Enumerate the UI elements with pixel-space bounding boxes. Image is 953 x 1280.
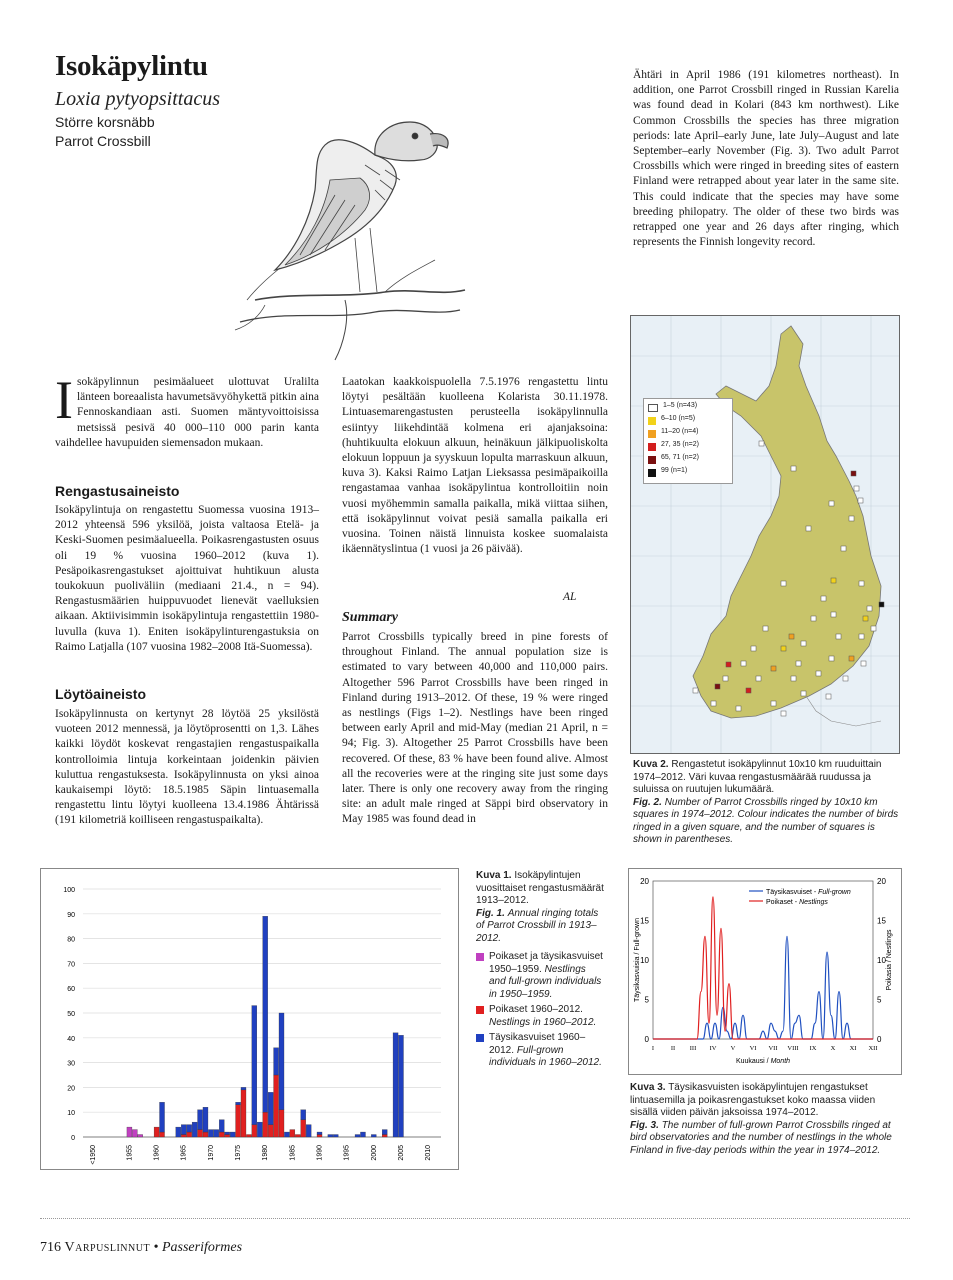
fig1-xtick-label: 2005: [397, 1145, 405, 1161]
fig1-bar: [132, 1130, 137, 1137]
fig1-bar: [393, 1033, 398, 1137]
fig3-ytick-left: 0: [644, 1035, 649, 1044]
fig1-bar: [263, 1112, 268, 1137]
fig3-caption: [630, 1082, 900, 1157]
map-legend-label: 65, 71 (n=2): [661, 454, 699, 461]
fig1-ytick-label: 40: [67, 1035, 75, 1043]
fig1-bar-chart: [41, 869, 458, 1169]
english-name: Parrot Crossbill: [55, 133, 151, 149]
fig3-xtick-label: II: [670, 1045, 676, 1052]
fig1-bar: [268, 1125, 273, 1137]
fig1-bar: [328, 1135, 333, 1137]
species-title: Isokäpylintu: [55, 50, 208, 82]
fig1-xtick-label: 1970: [207, 1145, 215, 1161]
fig1-bar: [257, 1122, 262, 1137]
fig1-caption-fi-label: Kuva 1.: [476, 870, 512, 881]
fig1-xtick-label: <1950: [90, 1145, 97, 1165]
fig1-bar: [219, 1120, 224, 1132]
fig1-legend-fi: Poikaset ja täysikasvuiset 1950–1959.: [489, 951, 603, 975]
fig3-caption-en-label: Fig. 3.: [630, 1119, 659, 1131]
fig1-xtick-label: 2000: [370, 1145, 378, 1161]
fig1-bar: [236, 1102, 241, 1104]
fig1-bar: [138, 1135, 143, 1137]
map-caption-en-label: Fig. 2.: [633, 796, 662, 808]
fig1-bar: [225, 1135, 230, 1137]
map-caption-fi: Rengastetut isokäpylinnut 10x10 km ruuduittain 1974–2012. Väri kuvaa rengastusmäärää ruudussa ja suluissa on ruutujen lukumäärä.: [633, 759, 882, 795]
fig3-ytick-left: 20: [640, 877, 649, 886]
fig1-ytick-label: 90: [67, 911, 75, 919]
fig1-bar: [371, 1135, 376, 1137]
fig1-bar: [187, 1132, 192, 1137]
fig1-ytick-label: 10: [67, 1110, 75, 1118]
footer-rule: [40, 1218, 910, 1219]
fig1-bar: [236, 1105, 241, 1137]
fig3-xtick-label: VII: [768, 1045, 778, 1052]
fig1-xtick-label: 1990: [316, 1145, 324, 1161]
fig3-ytick-left: 15: [640, 916, 649, 926]
fig1-ytick-label: 70: [67, 961, 75, 969]
fig1-bar: [203, 1132, 208, 1137]
fig1-legend-en: Nestlings in 1960–2012.: [489, 1016, 597, 1028]
fig1-bar: [230, 1132, 235, 1137]
fig1-xtick-label: 1980: [262, 1145, 270, 1161]
fig1-bar: [241, 1087, 246, 1089]
map-legend-item: [648, 441, 728, 451]
map-legend-item: [648, 415, 728, 425]
author-signature: AL: [563, 591, 577, 603]
fig1-bar: [154, 1127, 159, 1137]
fig3-legend-label: Poikaset - Nestlings: [766, 899, 828, 906]
fig3-series-line: [653, 936, 873, 1039]
fig1-xtick-label: 1960: [153, 1145, 161, 1161]
fig1-xtick-label: 1965: [180, 1145, 188, 1161]
fig1-bar: [268, 1092, 273, 1124]
fig1-bar: [333, 1135, 338, 1137]
fig1-bar: [198, 1110, 203, 1130]
fig1-bar: [317, 1132, 322, 1134]
fig1-xtick-label: 2010: [425, 1145, 433, 1161]
fig1-xtick-label: 1975: [235, 1145, 243, 1161]
fig1-ytick-label: 0: [71, 1135, 75, 1142]
fig1-bar: [284, 1132, 289, 1137]
latin-name: Loxia pytyopsittacus: [55, 88, 220, 110]
map-legend-item: [648, 467, 728, 477]
fig3-ylabel-right: Poikasia / Nestlings: [886, 929, 893, 991]
map-legend-label: 6–10 (n=5): [661, 415, 696, 422]
fig3-ytick-left: 5: [644, 995, 649, 1005]
summary-continued: Ähtäri in April 1986 (191 kilometres northeast). In addition, one Parrot Crossbill ringed in Russian Karelia was found dead in Kolari (843 km northwest). Like Common Crossbills the species has three migration periods: late April–early June, late July–August and late September–early November (Fig. 3). Two adult Parrot Crossbills which were ringed in breeding sites of eastern Finland were retrapped about year later in the same site. This could indicate that the species may have some breeding philopatry. The older of these two birds was retrapped one year and 26 days after ringing, which represents the Finnish longevity record.: [633, 69, 899, 249]
fig1-ytick-label: 50: [67, 1011, 75, 1018]
fig1-bar: [160, 1132, 165, 1137]
fig1-bar: [290, 1130, 295, 1137]
map-legend-label: 27, 35 (n=2): [661, 441, 699, 448]
fig1-bar: [181, 1135, 186, 1137]
fig1-bar: [355, 1135, 360, 1137]
fig1-legend-fi: Täysikasvuiset 1960–2012.: [489, 1032, 586, 1056]
fig1-ytick-label: 100: [63, 887, 75, 894]
fig1-bar: [187, 1125, 192, 1132]
fig1-bar: [225, 1132, 230, 1134]
map-legend-item: [648, 454, 728, 464]
fig1-caption-en-label: Fig. 1.: [476, 907, 505, 919]
legend-swatch-icon: [648, 417, 656, 425]
fig1-bar: [274, 1075, 279, 1137]
fig1-caption: [476, 870, 604, 1073]
fig1-legend-item: [476, 951, 604, 1001]
legend-swatch-icon: [476, 953, 484, 961]
fig3-ytick-right: 20: [877, 877, 886, 886]
map-caption-en: Number of Parrot Crossbills ringed by 10x10 km squares in 1974–2012. Colour indicates the number of birds ringed in a given square, and the number of squares is shown in parentheses.: [633, 796, 899, 845]
finland-map: [631, 316, 899, 753]
fig1-bar: [274, 1048, 279, 1075]
fig3-ytick-right: 10: [877, 956, 886, 965]
fig1-bar: [382, 1135, 387, 1137]
fig3-caption-fi: Täysikasvuisten isokäpylintujen rengastukset lintuasemilla ja poikasrengastukset koko maassa viiden sisällä viiden päivän jaksoissa 1974–2012.: [630, 1082, 876, 1118]
fig3-caption-en: The number of full-grown Parrot Crossbills ringed at bird observatories and the number of nestlings in the whole Finland in five-day periods within the year in 1974–2012.: [630, 1119, 892, 1156]
fig3-line-chart: [629, 869, 901, 1074]
fig1-bar: [301, 1110, 306, 1120]
fig1-bar: [317, 1135, 322, 1137]
fig3-xlabel: Kuukausi / Month: [735, 1058, 791, 1065]
fig1-bar: [301, 1120, 306, 1137]
swedish-name: Större korsnäbb: [55, 114, 155, 130]
fig1-bar: [219, 1132, 224, 1137]
fig3-xtick-label: XI: [849, 1045, 857, 1052]
section-title-ringing: Rengastusaineisto: [55, 483, 180, 499]
fig1-caption-en: Annual ringing totals of Parrot Crossbill in 1913–2012.: [476, 907, 599, 944]
map-caption: [633, 759, 901, 847]
fig1-legend-item: [476, 1032, 604, 1070]
fig1-bar: [360, 1132, 365, 1137]
fig1-bar: [398, 1035, 403, 1137]
fig3-xtick-label: I: [651, 1045, 655, 1052]
fig1-ytick-label: 60: [67, 986, 75, 994]
intro-text: sokäpylinnun pesimäalueet ulottuvat Uralilta länteen boreaalista havumetsävyöhykettä pitkin aina Fennoskandiaan asti. Suomen mäntyvoittoisissa metsissä pesivä 40 000–110 000 parin kanta vaihdellee havupuiden siemensadon mukaan.: [55, 376, 319, 449]
fig3-legend-label: Täysikasvuiset - Full-grown: [766, 889, 851, 896]
summary-title: Summary: [342, 610, 399, 625]
fig1-bar: [263, 916, 268, 1112]
map-legend-label: 11–20 (n=4): [661, 428, 699, 435]
fig3-ytick-right: 5: [877, 995, 882, 1005]
fig1-legend-en: Full-grown individuals in 1960–2012.: [489, 1044, 602, 1068]
fig3-ylabel-left: Täysikasvuisia / Full-grown: [634, 917, 641, 1003]
map-legend-label: 99 (n=1): [661, 467, 688, 474]
fig3-caption-fi-label: Kuva 3.: [630, 1082, 666, 1093]
map-legend: [643, 398, 733, 484]
fig3-xtick-label: IV: [709, 1045, 717, 1052]
fig3-xtick-label: VIII: [787, 1045, 799, 1052]
fig1-xtick-label: 1955: [126, 1145, 134, 1161]
fig1-legend-en: Nestlings and full-grown individuals in 1950–1959.: [489, 963, 602, 1000]
fig1-ytick-label: 30: [67, 1060, 75, 1068]
map-legend-item: [648, 402, 728, 412]
fig1-xtick-label: 1995: [343, 1145, 351, 1161]
dropcap: I: [55, 370, 73, 430]
fig1-bar: [181, 1125, 186, 1135]
map-frame: [630, 315, 900, 754]
fig1-bar: [160, 1102, 165, 1132]
fig3-xtick-label: X: [830, 1045, 836, 1052]
fig1-legend: [476, 951, 604, 1070]
map-legend-label: 1–5 (n=43): [663, 402, 698, 409]
fig1-bar: [246, 1135, 251, 1137]
fig1-bar: [295, 1135, 300, 1137]
fig3-xtick-label: VI: [749, 1045, 757, 1052]
fig1-bar: [252, 1006, 257, 1125]
fig1-bar: [279, 1110, 284, 1137]
fig3-frame: [628, 868, 902, 1075]
section-title-recoveries: Löytöaineisto: [55, 686, 147, 702]
legend-swatch-icon: [648, 404, 658, 412]
fig1-bar: [252, 1125, 257, 1137]
fig3-plot-area: [653, 881, 873, 1039]
legend-swatch-icon: [648, 430, 656, 438]
fig1-bar: [198, 1130, 203, 1137]
map-legend-item: [648, 428, 728, 438]
fig1-bar: [192, 1122, 197, 1137]
fig3-xtick-label: IX: [809, 1045, 817, 1052]
fig1-caption-fi: Isokäpylintujen vuosittaiset rengastusmäärät 1913–2012.: [476, 870, 604, 906]
fig1-bar: [306, 1125, 311, 1137]
fig1-bar: [203, 1107, 208, 1132]
summary-text: Parrot Crossbills typically breed in pine forests of throughout Finland. The annual population size is estimated to vary between 40,000 and 110,000 pairs. Altogether 596 Parrot Crossbills have been ringed in Finland during 1913–2012. Of these, 19 % were ringed as nestlings (Figs 1–2). Nestlings have been ringed between early April and mid-May (median 21 April, n = 94; Fig. 3). Altogether 25 Parrot Crossbills have been recovered. Of these, 83 % have been found alive. Almost all the recoveries were at the ringing site just some days later. There is only one recovery away from the ringing site: an adult male ringed at Säppi bird observatory in May 1985 was found dead in: [342, 631, 608, 826]
fig1-frame: [40, 868, 459, 1170]
legend-swatch-icon: [476, 1006, 484, 1014]
fig1-ytick-label: 80: [67, 936, 75, 944]
fig1-xtick-label: 1985: [289, 1145, 297, 1161]
fig1-bar: [214, 1130, 219, 1137]
fig3-xtick-label: V: [730, 1045, 736, 1052]
fig1-legend-item: [476, 1004, 604, 1029]
fig1-bar: [241, 1090, 246, 1137]
page-footer: 716 Varpuslinnut • Passeriformes: [40, 1240, 243, 1255]
fig3-ytick-right: 0: [877, 1035, 882, 1044]
fig1-legend-fi: Poikaset 1960–2012.: [489, 1004, 583, 1015]
legend-swatch-icon: [648, 469, 656, 477]
intro-paragraph: [55, 370, 319, 451]
legend-swatch-icon: [648, 443, 656, 451]
fig3-series-line: [653, 897, 873, 1039]
fig1-bar: [279, 1013, 284, 1110]
ringing-text: Isokäpylintuja on rengastettu Suomessa vuosina 1913–2012 yhteensä 596 yksilöä, joista valtaosa Etelä- ja Keski-Suomen pesimäalueella. Poikasrengastusten osuus oli 19 % vuosina 1960–2012 (kuva 1). Pesäpoikasrengastukset ajoittuivat huhtikuun alusta toukokuun puoliväliin (mediaani 21.4., n = 94). Rengastusmäärien huippuvuodet lienevät vaelluksien aikaan. Aktiivisimmin isokäpylintuja rengastettiin 1980-luvulla (kuva 1). Eniten isokäpylinturengastuksia on Raimo Latjalla (107 vuosina 1982–2008 Itä-Suomessa).: [55, 504, 319, 653]
fig1-bar: [208, 1130, 213, 1137]
fig3-ytick-left: 10: [640, 956, 649, 965]
fig1-ytick-label: 20: [67, 1085, 75, 1093]
fig1-bar: [127, 1127, 132, 1137]
legend-swatch-icon: [476, 1034, 484, 1042]
fig1-bar: [382, 1130, 387, 1135]
crossbill-illustration: [225, 60, 475, 370]
fig3-xtick-label: XII: [868, 1045, 878, 1052]
legend-swatch-icon: [648, 456, 656, 464]
fig3-ytick-right: 15: [877, 916, 886, 926]
recoveries-text: Isokäpylinnusta on kertynyt 28 löytöä 25 yksilöstä vuoteen 2012 mennessä, ja löytöprosentti on 1,3. Lähes kaikki löydöt koskevat rengastajien rengastuspaikalla kontrolloimia lintuja korkeintaan joidenkin päivien kuluttua rengastuksesta. Isokäpylinnusta on yksi ainoa kaukaisempi löytö: 18.5.1985 Säpin lintuasemalla rengastettu lintu löytyi kuolleena 13.4.1986 Ähtärissä (191 kilometriä koilliseen rengastuspaikalta).: [55, 708, 319, 827]
map-caption-fi-label: Kuva 2.: [633, 759, 669, 770]
fig1-bar: [176, 1127, 181, 1137]
fig3-xtick-label: III: [689, 1045, 697, 1052]
col2-text: Laatokan kaakkoispuolella 7.5.1976 rengastettu lintu löytyi pesältään kuolleena Kolarista 30.11.1978. Lintuasemarengastusten perusteella isokäpylinnulla esiintyy liikehdintää kolmena eri ajanjaksoina: (huhtikuulta elokuun alkuun, heinäkuun jälkipuoliskolta elokuun loppuun ja syyskuun lopulta marraskuun alkuun, kuva 3). Kaksi Raimo Latjan Lieksassa pesimäpaikoilla rengastamaa vanhaa isokäpylintua kontrolloitiin noin vuosi myöhemmin samalla paikalla, mikä viittaa siihen, että isokäpylinnut voivat pesiä samalla paikalla eri vuosina. Toinen näistä linnuista koskee suomalaista ikäennätyslintua (1 vuosi ja 26 päivää).: [342, 376, 608, 556]
